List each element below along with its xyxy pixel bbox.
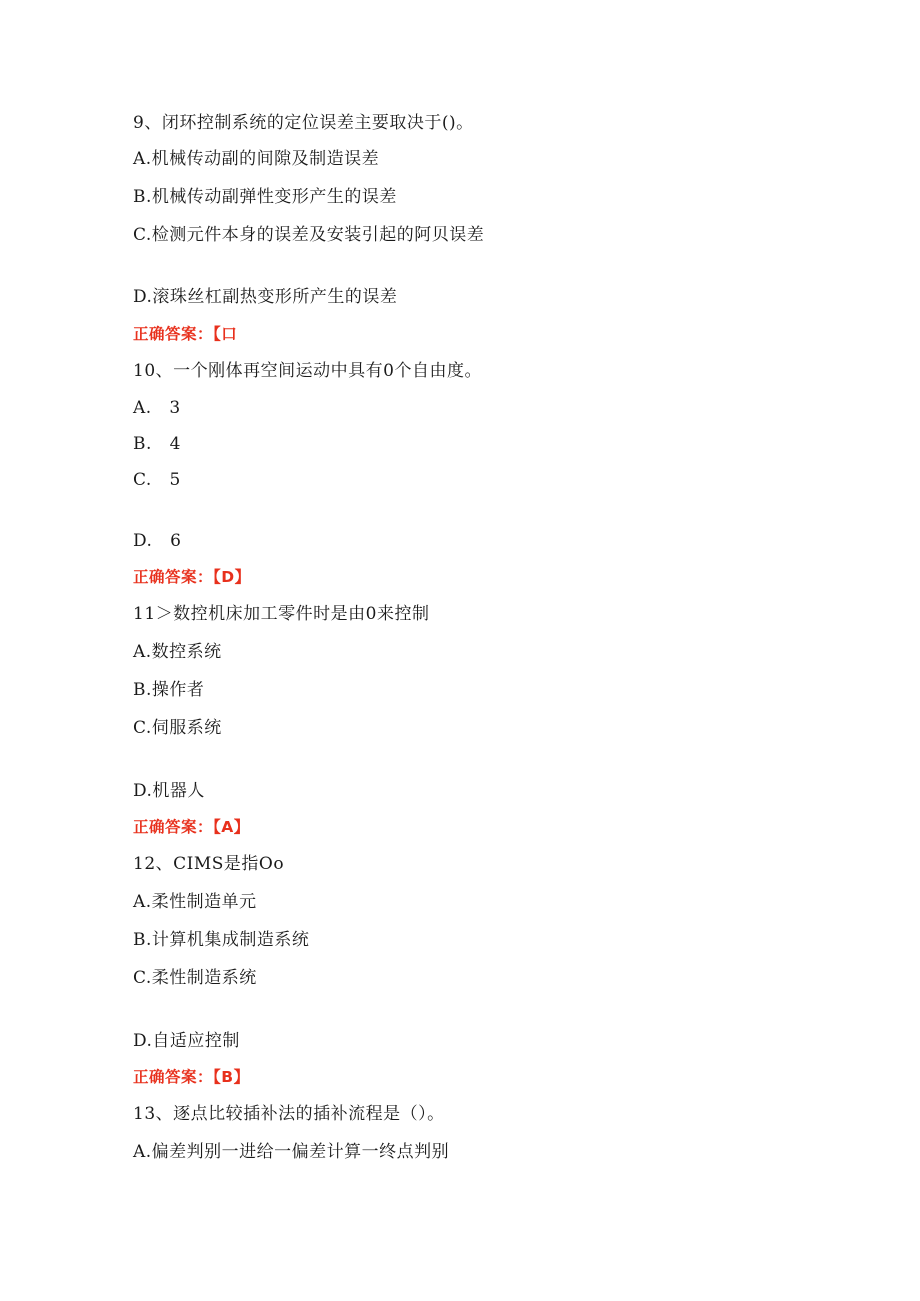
question-9-answer: 正确答案：【口: [133, 325, 238, 343]
question-9-option-a: A.机械传动副的间隙及制造误差: [133, 149, 380, 169]
question-12-option-b: B.计算机集成制造系统: [133, 930, 310, 950]
question-11-stem: 11＞数控机床加工零件时是由0来控制: [133, 604, 430, 624]
question-13-option-a: A.偏差判别一进给一偏差计算一终点判别: [133, 1142, 450, 1162]
question-9-option-b: B.机械传动副弹性变形产生的误差: [133, 187, 397, 207]
question-10-option-b: B. 4: [133, 434, 181, 454]
question-11-option-a: A.数控系统: [133, 642, 222, 662]
question-12-stem: 12、CIMS是指Oo: [133, 854, 285, 874]
question-13-stem: 13、逐点比较插补法的插补流程是（）。: [133, 1104, 445, 1124]
question-9-option-c: C.检测元件本身的误差及安装引起的阿贝误差: [133, 225, 485, 245]
question-12-answer: 正确答案：【B】: [133, 1068, 250, 1086]
question-10-option-c: C. 5: [133, 470, 181, 490]
question-10-answer: 正确答案：【D】: [133, 568, 251, 586]
question-9-option-d: D.滚珠丝杠副热变形所产生的误差: [133, 287, 398, 307]
question-12-option-d: D.自适应控制: [133, 1031, 240, 1051]
question-11-option-d: D.机器人: [133, 781, 205, 801]
question-10-option-d: D. 6: [133, 531, 182, 551]
question-10-option-a: A. 3: [133, 398, 181, 418]
question-10-stem: 10、一个刚体再空间运动中具有0个自由度。: [133, 361, 482, 381]
question-9-stem: 9、闭环控制系统的定位误差主要取决于()。: [133, 113, 474, 133]
question-12-option-c: C.柔性制造系统: [133, 968, 257, 988]
question-11-option-b: B.操作者: [133, 680, 205, 700]
question-11-option-c: C.伺服系统: [133, 718, 222, 738]
question-11-answer: 正确答案：【A】: [133, 818, 250, 836]
question-12-option-a: A.柔性制造单元: [133, 892, 257, 912]
